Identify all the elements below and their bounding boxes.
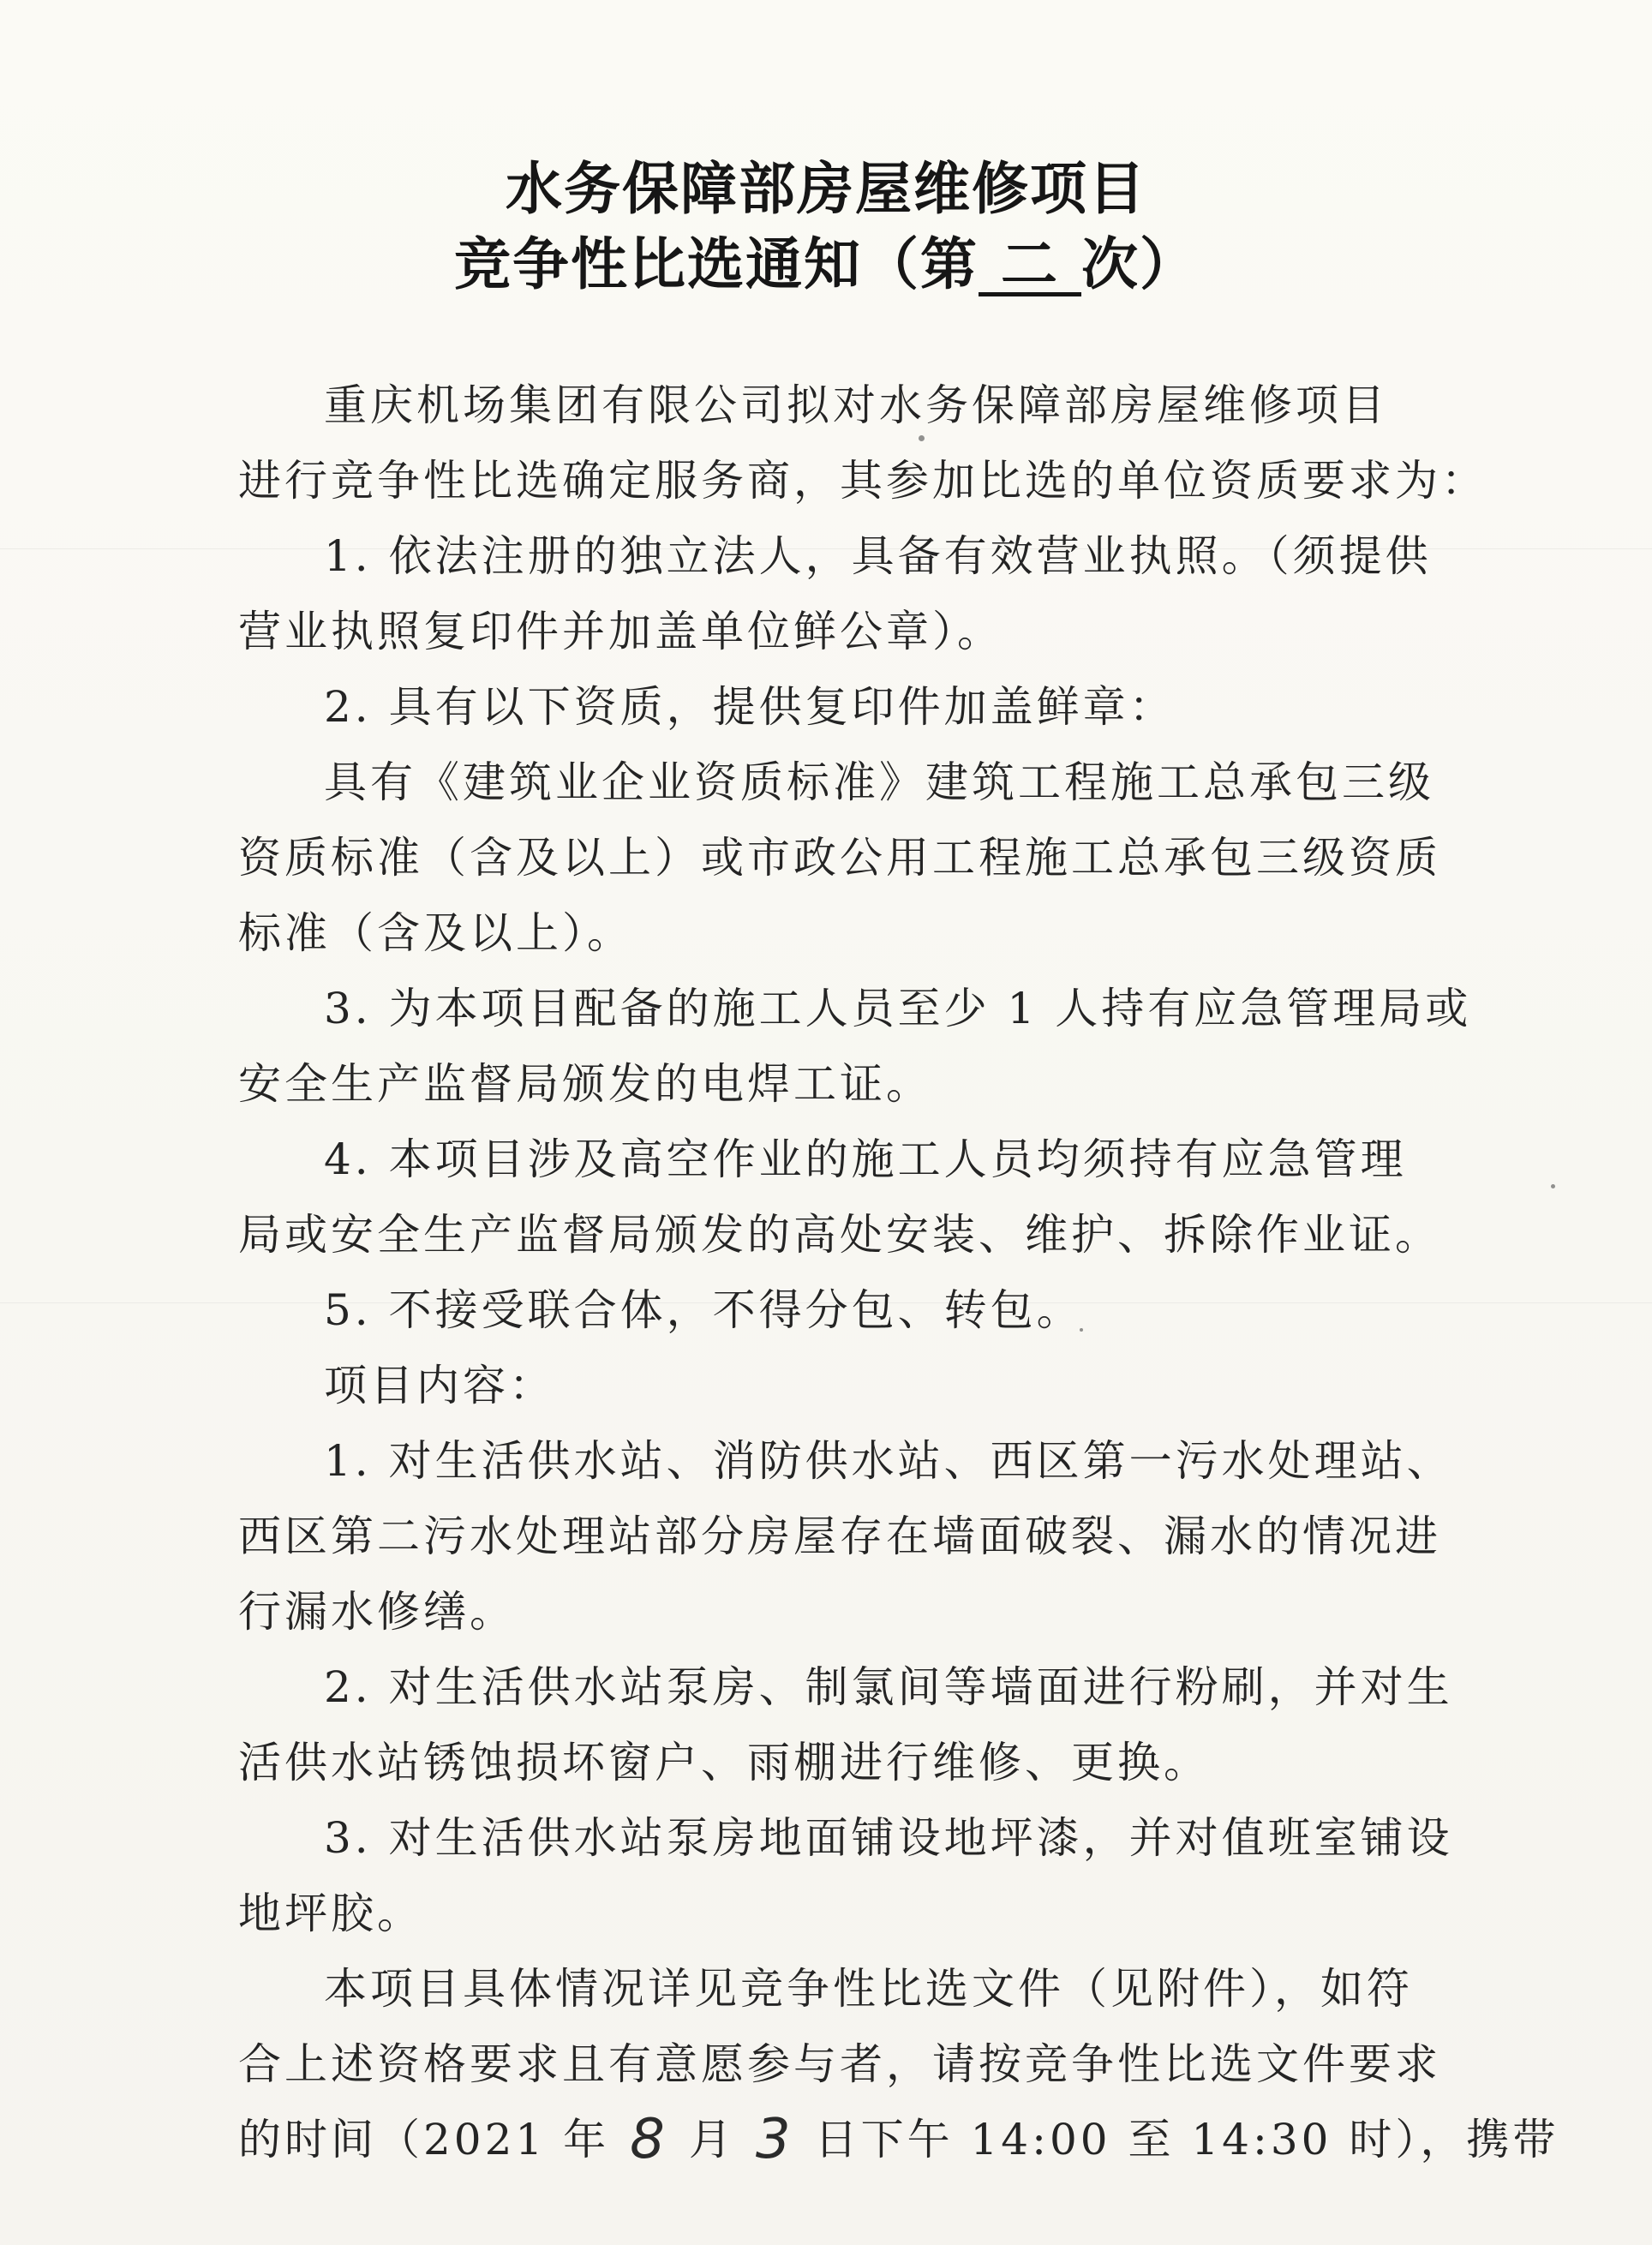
paragraph-line: 进行竞争性比选确定服务商，其参加比选的单位资质要求为： bbox=[238, 456, 1487, 506]
paragraph-line: 合上述资格要求且有意愿参与者，请按竞争性比选文件要求 bbox=[238, 2039, 1441, 2089]
paragraph-line: 具有《建筑业企业资质标准》建筑工程施工总承包三级 bbox=[324, 757, 1434, 807]
paragraph-line: 资质标准（含及以上）或市政公用工程施工总承包三级资质 bbox=[238, 833, 1441, 883]
paragraph-line: 4. 本项目涉及高空作业的施工人员均须持有应急管理 bbox=[324, 1134, 1407, 1184]
document-title-line2 bbox=[0, 230, 1652, 298]
paragraph-line: 项目内容： bbox=[324, 1361, 555, 1410]
paragraph-line: 1. 依法注册的独立法人，具备有效营业执照。（须提供 bbox=[324, 531, 1432, 581]
date-suffix: 日下午 14:00 至 14:30 时），携带 bbox=[814, 2115, 1559, 2164]
paragraph-line: 营业执照复印件并加盖单位鲜公章）。 bbox=[238, 607, 1003, 656]
paragraph-line: 3. 对生活供水站泵房地面铺设地坪漆，并对值班室铺设 bbox=[324, 1813, 1453, 1863]
paragraph-line: 1. 对生活供水站、消防供水站、西区第一污水处理站、 bbox=[324, 1436, 1453, 1486]
paragraph-line: 局或安全生产监督局颁发的高处安装、维护、拆除作业证。 bbox=[238, 1210, 1441, 1260]
paragraph-line: 5. 不接受联合体，不得分包、转包。 bbox=[324, 1285, 1083, 1335]
paragraph-line: 标准（含及以上）。 bbox=[238, 908, 633, 958]
document-title-line1: 水务保障部房屋维修项目 bbox=[506, 155, 1146, 222]
title-prefix: 竞争性比选通知（第 bbox=[454, 230, 979, 297]
paragraph-line: 地坪胶。 bbox=[238, 1889, 423, 1938]
paragraph-line: 西区第二污水处理站部分房屋存在墙面破裂、漏水的情况进 bbox=[238, 1512, 1441, 1561]
paragraph-line-last bbox=[238, 2108, 1559, 2171]
title-suffix: 次） bbox=[1081, 230, 1198, 297]
paper-speck bbox=[919, 435, 925, 441]
paragraph-line: 行漏水修缮。 bbox=[238, 1587, 516, 1637]
paragraph-line: 活供水站锈蚀损坏窗户、雨棚进行维修、更换。 bbox=[238, 1738, 1210, 1787]
paragraph-line: 2. 具有以下资质，提供复印件加盖鲜章： bbox=[324, 682, 1176, 732]
month-label: 月 bbox=[688, 2115, 735, 2164]
paragraph-line: 本项目具体情况详见竞争性比选文件（见附件），如符 bbox=[324, 1964, 1413, 2014]
paragraph-line: 重庆机场集团有限公司拟对水务保障部房屋维修项目 bbox=[324, 380, 1388, 430]
paragraph-line: 安全生产监督局颁发的电焊工证。 bbox=[238, 1059, 932, 1109]
paragraph-line: 2. 对生活供水站泵房、制氯间等墙面进行粉刷，并对生 bbox=[324, 1662, 1453, 1712]
handwritten-day: 3 bbox=[755, 2108, 794, 2171]
paragraph-line: 3. 为本项目配备的施工人员至少 1 人持有应急管理局或 bbox=[324, 984, 1472, 1033]
paper-speck bbox=[1551, 1184, 1555, 1188]
notice-round-number: 二 bbox=[979, 236, 1081, 296]
handwritten-month: 8 bbox=[630, 2108, 668, 2171]
date-prefix: 的时间（2021 年 bbox=[238, 2115, 610, 2164]
